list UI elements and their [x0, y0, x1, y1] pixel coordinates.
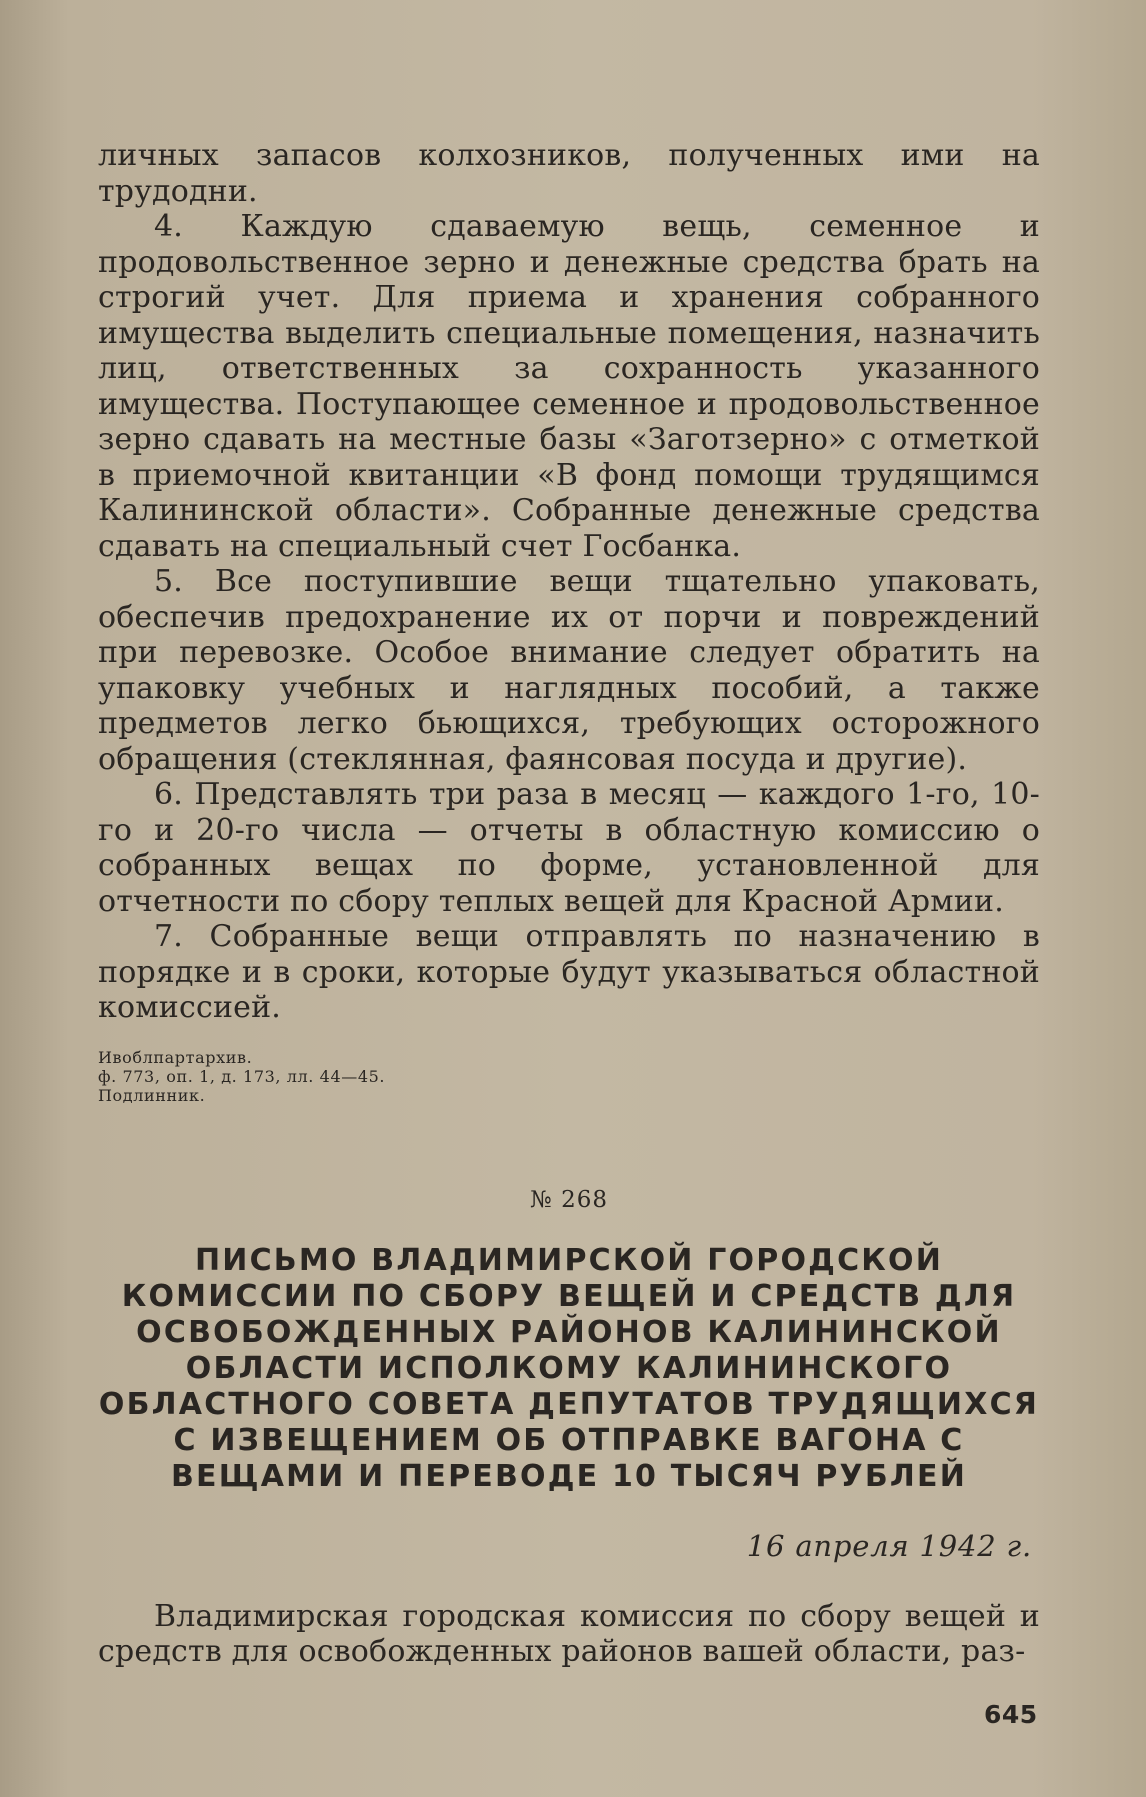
- paragraph-item-6: 6. Представлять три раза в месяц — каждого 1-го, 10-го и 20-го числа — отчеты в областную комиссию о собранных вещах по форме, установленной для отчетности по сбору теплых вещей для Красной Армии.: [98, 777, 1040, 919]
- document-date: 16 апреля 1942 г.: [746, 1528, 1032, 1563]
- paragraph-item-4: 4. Каждую сдаваемую вещь, семенное и продовольственное зерно и денежные средства брать на строгий учет. Для приема и хранения собранного имущества выделить специальные помещения, назначить лиц, ответственных за сохранность указанного имущества. Поступающее семенное и продовольственное зерно сдавать на местные базы «Заготзерно» с отметкой в приемочной квитанции «В фонд помощи трудящимся Калининской области». Собранные денежные средства сдавать на специальный счет Госбанка.: [98, 209, 1040, 564]
- page-number: 645: [984, 1700, 1038, 1729]
- paragraph-item-5: 5. Все поступившие вещи тщательно упаковать, обеспечив предохранение их от порчи и повреждений при перевозке. Особое внимание следует обратить на упаковку учебных и наглядных пособий, а также предметов легко бьющихся, требующих осторожного обращения (стеклянная, фаянсовая посуда и другие).: [98, 564, 1040, 777]
- source-type: Подлинник.: [98, 1085, 206, 1105]
- document-title: ПИСЬМО ВЛАДИМИРСКОЙ ГОРОДСКОЙ КОМИССИИ ПО СБОРУ ВЕЩЕЙ И СРЕДСТВ ДЛЯ ОСВОБОЖДЕННЫХ РАЙОНОВ КАЛИНИНСКОЙ ОБЛАСТИ ИСПОЛКОМУ КАЛИНИНСКОГО ОБЛАСТНОГО СОВЕТА ДЕПУТАТОВ ТРУДЯЩИХСЯ С ИЗВЕЩЕНИЕМ ОБ ОТПРАВКЕ ВАГОНА С ВЕЩАМИ И ПЕРЕВОДЕ 10 ТЫСЯЧ РУБЛЕЙ: [98, 1242, 1040, 1494]
- document-number: № 268: [530, 1186, 608, 1213]
- source-archive: Ивоблпартархив.: [98, 1047, 253, 1067]
- archive-source-note: [98, 1048, 1040, 1105]
- source-reference: ф. 773, оп. 1, д. 173, лл. 44—45.: [98, 1066, 386, 1086]
- document-body-start: Владимирская городская комиссия по сбору вещей и средств для освобожденных районов вашей области, раз-: [98, 1598, 1040, 1669]
- paragraph-item-7: 7. Собранные вещи отправлять по назначению в порядке и в сроки, которые будут указываться областной комиссией.: [98, 919, 1040, 1025]
- paragraph-continuation: личных запасов колхозников, полученных ими на трудодни.: [98, 138, 1040, 209]
- page-content: [98, 138, 1040, 1670]
